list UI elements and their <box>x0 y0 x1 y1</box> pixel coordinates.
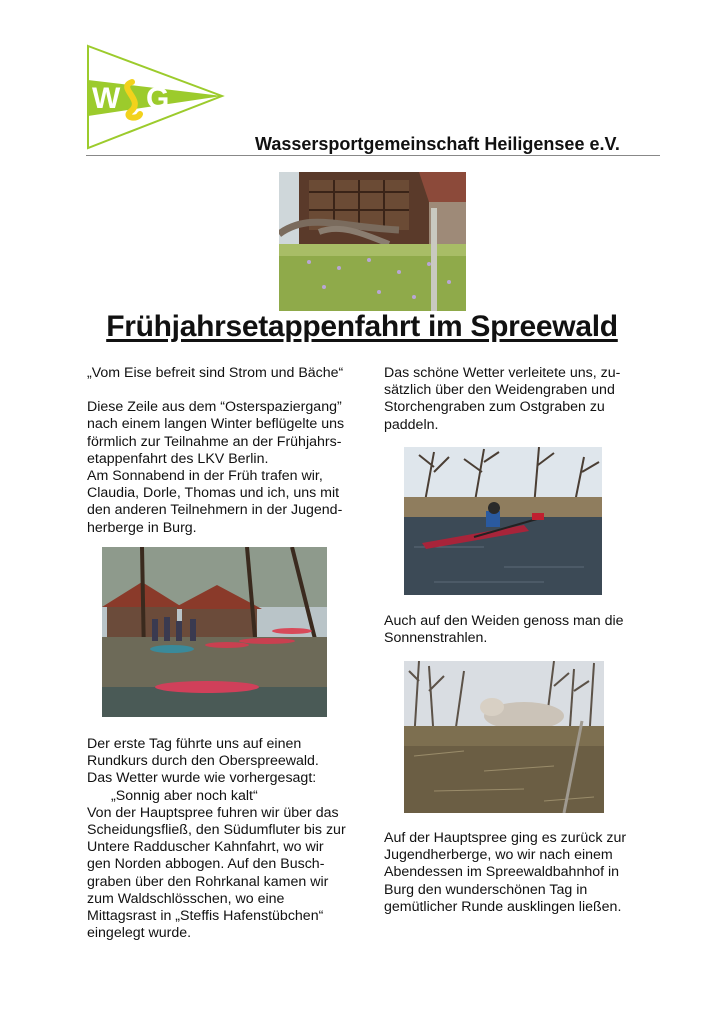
text-line: den anderen Teilnehmern in der Jugend- <box>87 502 343 519</box>
logo-lettering: W <box>92 82 121 115</box>
text-line: Das schöne Wetter verleitete uns, zu- <box>384 365 621 381</box>
weather-quote: „Sonnig aber noch kalt“ <box>111 787 258 804</box>
text-line: zum Waldschlösschen, wo eine <box>87 890 285 907</box>
text-line: eingelegt wurde. <box>87 925 192 942</box>
article-title: Frühjahrsetappenfahrt im Spreewald <box>106 310 618 343</box>
organization-name: Wassersportgemeinschaft Heiligensee e.V. <box>255 134 620 154</box>
text-line: Abendessen im Spreewaldbahnhof in <box>384 864 620 881</box>
left-column-intro <box>87 365 372 537</box>
photo-kayak-camp <box>102 547 327 717</box>
text-line: Burg den wunderschönen Tag in <box>384 881 588 898</box>
text-line: Auf der Hauptspree ging es zurück zur <box>384 830 627 846</box>
text-line: Rundkurs durch den Oberspreewald. <box>87 753 319 770</box>
text-line: paddeln. <box>384 416 439 433</box>
text-line: Auch auf den Weiden genoss man die <box>384 613 624 629</box>
wsg-logo <box>86 44 226 156</box>
text-line: Das Wetter wurde wie vorhergesagt: <box>87 770 317 787</box>
text-line: Von der Hauptspree fuhren wir über das <box>87 804 339 821</box>
text-line: Scheidungsfließ, den Südumfluter bis zur <box>87 822 346 839</box>
text-line: gen Norden abbogen. Auf den Busch- <box>87 856 325 873</box>
text-line: sätzlich über den Weidengraben und <box>384 382 615 399</box>
header-divider <box>86 155 660 156</box>
text-line: Der erste Tag führte uns auf einen <box>87 736 302 752</box>
quote-line: „Vom Eise befreit sind Strom und Bäche“ <box>87 365 344 381</box>
photo-house-meadow <box>279 172 466 311</box>
photo-kayaker-river <box>404 447 602 595</box>
text-line: Claudia, Dorle, Thomas und ich, uns mit <box>87 485 340 502</box>
text-line: Storchengraben zum Ostgraben zu <box>384 399 605 416</box>
text-line: Jugendherberge, wo wir nach einem <box>384 847 613 864</box>
text-line: gemütlicher Runde ausklingen ließen. <box>384 898 622 915</box>
right-column-meadows <box>384 613 644 647</box>
text-line: nach einem langen Winter beflügelte uns <box>87 416 345 433</box>
text-line: Untere Radduscher Kahnfahrt, wo wir <box>87 839 324 856</box>
text-line: etappenfahrt des LKV Berlin. <box>87 450 269 467</box>
right-column-weather <box>384 365 644 434</box>
text-line: Sonnenstrahlen. <box>384 630 488 647</box>
text-line: Mittagsrast in „Steffis Hafenstübchen“ <box>87 908 324 925</box>
left-column-route <box>87 736 377 942</box>
photo-cattle-pasture <box>404 661 604 813</box>
text-line: graben über den Rohrkanal kamen wir <box>87 873 329 890</box>
text-line: Am Sonnabend in der Früh trafen wir, <box>87 468 323 485</box>
text-line: herberge in Burg. <box>87 519 197 536</box>
text-line: förmlich zur Teilnahme an der Frühjahrs- <box>87 433 342 450</box>
right-column-return <box>384 830 654 916</box>
svg-text:G: G <box>146 82 170 115</box>
text-line: Diese Zeile aus dem “Osterspaziergang” <box>87 399 342 416</box>
